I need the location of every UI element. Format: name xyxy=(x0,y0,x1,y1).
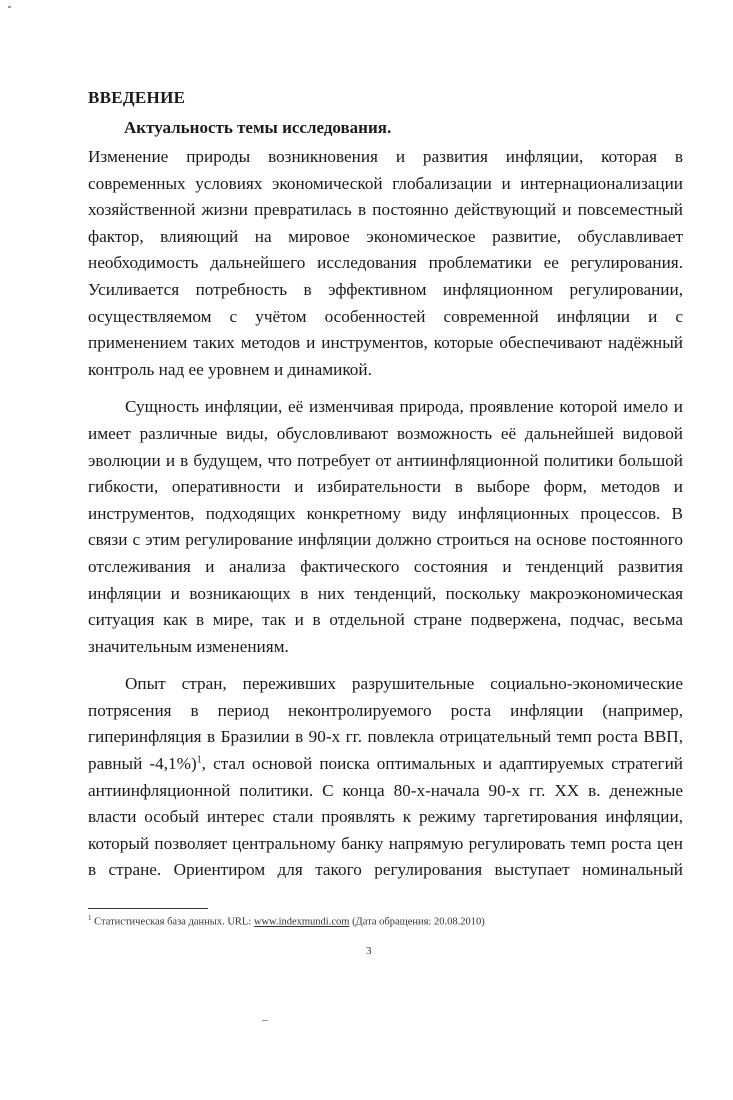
footnote-divider xyxy=(88,908,208,909)
page-number: 3 xyxy=(366,945,372,957)
paragraph-3 xyxy=(88,671,683,884)
paragraph-2: Сущность инфляции, её изменчивая природа, проявление которой имело и имеет различные виды, обусловливают возможность её дальнейшей видовой эволюции и в будущем, что потребует от антиинфляционной политики большой гибкости, оперативности и избирательности в выборе форм, методов и инструментов, подходящих конкретному виду инфляционных процессов. В связи с этим регулирование инфляции должно строиться на основе постоянного отслеживания и анализа фактического состояния и тенденций развития инфляции и возникающих в них тенденций, поскольку макроэкономическая ситуация как в мире, так и в отдельной стране подвержена, подчас, весьма значительным изменениям. xyxy=(88,397,683,656)
footnote-access-date: (Дата обращения: 20.08.2010) xyxy=(349,916,485,928)
scan-speck xyxy=(262,1020,268,1021)
footnote-text: Статистическая база данных. URL: xyxy=(94,916,254,928)
footnote xyxy=(88,914,485,928)
scan-speck xyxy=(8,6,11,8)
paragraph-3-text-after-ref: , стал основой поиска оптимальных и адаптируемых стратегий антиинфляционной политики. С конца 80-х-начала 90-х гг. XX в. денежные власти особый интерес стали проявлять к режиму таргетирования инфляции, который позволяет центральному банку напрямую регулировать темп роста цен в стране. Ориентиром для такого регулирования выступает номинальный xyxy=(88,754,683,880)
footnote-reference[interactable]: 1 xyxy=(196,754,202,766)
paragraph-1: Изменение природы возникновения и развития инфляции, которая в современных условиях экономической глобализации и интернационализации хозяйственной жизни превратилась в постоянно действующий и повсеместный фактор, влияющий на мировое экономическое развитие, обуславливает необходимость дальнейшего исследования проблематики ее регулирования. Усиливается потребность в эффективном инфляционном регулировании, осуществляемом с учётом особенностей современной инфляции и с применением таких методов и инструментов, которые обеспечивают надёжный контроль над ее уровнем и динамикой. xyxy=(88,147,683,379)
section-subheading: Актуальность темы исследования. xyxy=(124,118,392,137)
footnote-marker: 1 xyxy=(88,914,92,922)
body-text xyxy=(88,144,683,895)
chapter-heading: ВВЕДЕНИЕ xyxy=(88,88,186,107)
paragraph-3-text-before-ref: Опыт стран, переживших разрушительные социально-экономические потрясения в период неконтролируемого роста инфляции (например, гиперинфляция в Бразилии в 90-х гг. повлекла отрицательный темп роста ВВП, равный -4,1%) xyxy=(88,674,683,774)
footnote-url-link[interactable]: www.indexmundi.com xyxy=(253,916,350,928)
